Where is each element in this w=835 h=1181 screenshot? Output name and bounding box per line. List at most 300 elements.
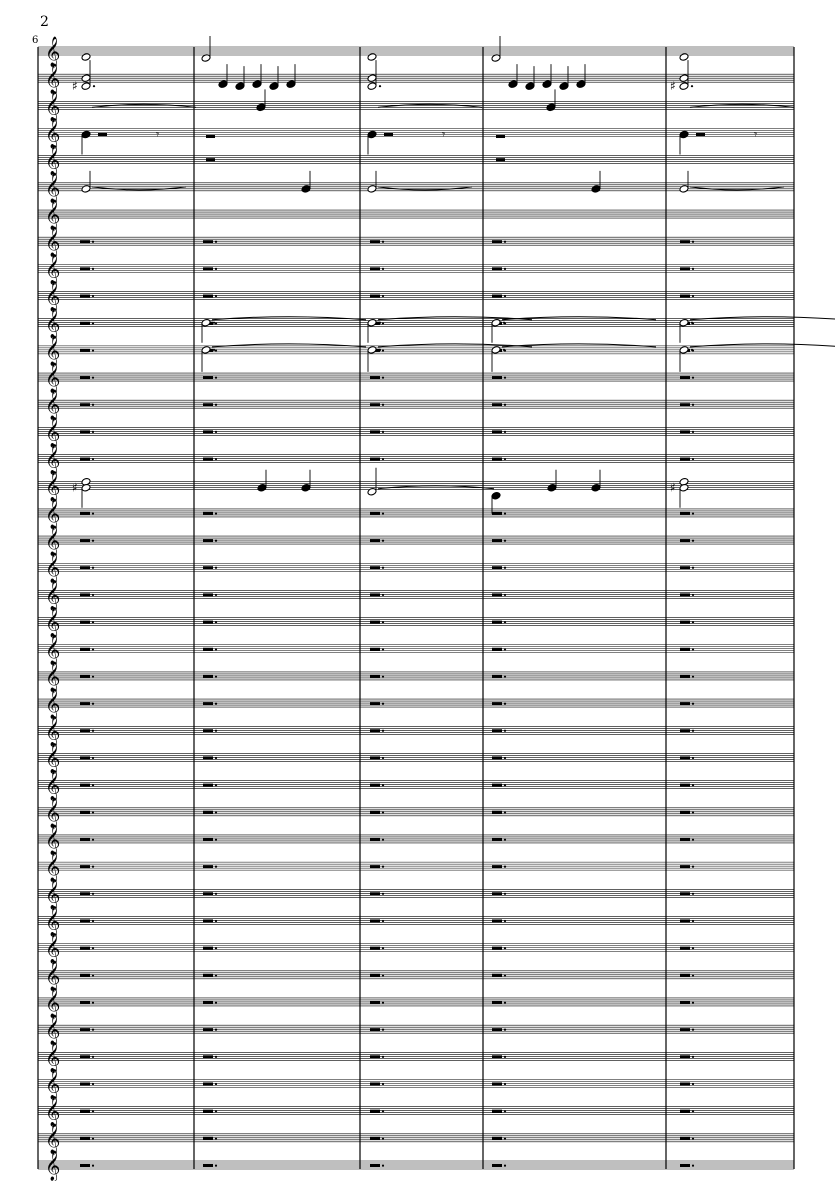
dotted-half-rest bbox=[680, 702, 690, 705]
rest-dot bbox=[692, 621, 694, 623]
dotted-half-rest bbox=[680, 1001, 690, 1004]
dotted-half-rest bbox=[203, 566, 213, 569]
rest-dot bbox=[692, 431, 694, 433]
rest-dot bbox=[215, 431, 217, 433]
treble-clef-icon: 𝄞 bbox=[45, 607, 61, 638]
rest-dot bbox=[92, 811, 94, 813]
treble-clef-icon: 𝄞 bbox=[45, 1151, 61, 1181]
rest-dot bbox=[382, 730, 384, 732]
note-head bbox=[301, 483, 311, 492]
note-head bbox=[591, 185, 601, 194]
dotted-half-rest bbox=[80, 1028, 90, 1031]
note-head bbox=[367, 130, 377, 139]
rest-dot bbox=[692, 1001, 694, 1003]
dotted-half-rest bbox=[680, 1137, 690, 1140]
tie bbox=[212, 344, 366, 347]
note-head bbox=[286, 80, 296, 89]
treble-clef-icon: 𝄞 bbox=[45, 852, 61, 883]
dotted-half-rest bbox=[370, 240, 380, 243]
rest-dot bbox=[504, 404, 506, 406]
dotted-half-rest bbox=[370, 376, 380, 379]
rest-dot bbox=[92, 920, 94, 922]
rest-dot bbox=[382, 539, 384, 541]
dotted-half-rest bbox=[370, 295, 380, 298]
rest-dot bbox=[92, 838, 94, 840]
rest-dot bbox=[92, 621, 94, 623]
rest-dot bbox=[215, 702, 217, 704]
rest-dot bbox=[215, 947, 217, 949]
dotted-half-rest bbox=[80, 322, 90, 325]
tie bbox=[92, 104, 196, 107]
treble-clef-icon: 𝄞 bbox=[45, 64, 61, 95]
rest-dot bbox=[692, 702, 694, 704]
dotted-half-rest bbox=[370, 1028, 380, 1031]
dotted-half-rest bbox=[680, 593, 690, 596]
rest-dot bbox=[92, 1110, 94, 1112]
rest-dot bbox=[92, 322, 94, 324]
rest-dot bbox=[215, 1110, 217, 1112]
rest-dot bbox=[215, 458, 217, 460]
rest-dot bbox=[382, 295, 384, 297]
dotted-half-rest bbox=[203, 1001, 213, 1004]
rest-dot bbox=[504, 539, 506, 541]
dotted-half-rest bbox=[370, 1055, 380, 1058]
dotted-half-rest bbox=[492, 919, 502, 922]
note-head bbox=[679, 82, 689, 91]
sharp-icon: ♯ bbox=[72, 480, 78, 495]
dotted-half-rest bbox=[80, 403, 90, 406]
rest-dot bbox=[92, 893, 94, 895]
dotted-half-rest bbox=[680, 729, 690, 732]
dotted-half-rest bbox=[203, 295, 213, 298]
treble-clef-icon: 𝄞 bbox=[45, 37, 61, 67]
dotted-half-rest bbox=[492, 1110, 502, 1113]
dotted-half-rest bbox=[80, 621, 90, 624]
dotted-half-rest bbox=[203, 729, 213, 732]
eighth-rest-icon: 𝄾 bbox=[754, 127, 758, 142]
note-head bbox=[679, 185, 689, 194]
rest-dot bbox=[382, 1056, 384, 1058]
dotted-half-rest bbox=[370, 458, 380, 461]
note-head bbox=[559, 82, 569, 91]
dotted-half-rest bbox=[80, 267, 90, 270]
rest-dot bbox=[92, 974, 94, 976]
rest-dot bbox=[504, 757, 506, 759]
eighth-rest-icon: 𝄾 bbox=[156, 127, 160, 142]
rest-dot bbox=[215, 1137, 217, 1139]
dotted-half-rest bbox=[370, 838, 380, 841]
tie bbox=[212, 317, 366, 320]
dotted-half-rest bbox=[80, 512, 90, 515]
sharp-icon: ♯ bbox=[670, 480, 676, 495]
dotted-half-rest bbox=[680, 756, 690, 759]
rest-dot bbox=[692, 675, 694, 677]
note-dot bbox=[379, 322, 381, 324]
rest-dot bbox=[382, 702, 384, 704]
dotted-half-rest bbox=[492, 430, 502, 433]
rest-dot bbox=[92, 947, 94, 949]
dotted-half-rest bbox=[370, 1164, 380, 1167]
dotted-half-rest bbox=[492, 648, 502, 651]
half-rest bbox=[206, 135, 215, 138]
dotted-half-rest bbox=[203, 919, 213, 922]
half-rest bbox=[696, 133, 705, 136]
rest-dot bbox=[92, 730, 94, 732]
measure-number: 6 bbox=[32, 35, 39, 46]
dotted-half-rest bbox=[80, 702, 90, 705]
rest-dot bbox=[92, 1137, 94, 1139]
dotted-half-rest bbox=[80, 376, 90, 379]
dotted-half-rest bbox=[370, 811, 380, 814]
rest-dot bbox=[92, 431, 94, 433]
rest-dot bbox=[692, 404, 694, 406]
rest-dot bbox=[92, 1083, 94, 1085]
rest-dot bbox=[215, 512, 217, 514]
rest-dot bbox=[504, 675, 506, 677]
dotted-half-rest bbox=[370, 919, 380, 922]
rest-dot bbox=[692, 1164, 694, 1166]
dotted-half-rest bbox=[203, 267, 213, 270]
rest-dot bbox=[215, 539, 217, 541]
treble-clef-icon: 𝄞 bbox=[45, 363, 61, 394]
dotted-half-rest bbox=[80, 593, 90, 596]
rest-dot bbox=[504, 947, 506, 949]
tie bbox=[690, 317, 835, 320]
dotted-half-rest bbox=[680, 1082, 690, 1085]
treble-clef-icon: 𝄞 bbox=[45, 172, 61, 203]
note-head bbox=[542, 80, 552, 89]
rest-dot bbox=[92, 1056, 94, 1058]
half-rest bbox=[496, 135, 505, 138]
note-head bbox=[547, 483, 557, 492]
rest-dot bbox=[215, 268, 217, 270]
dotted-half-rest bbox=[203, 648, 213, 651]
dotted-half-rest bbox=[492, 702, 502, 705]
dotted-half-rest bbox=[492, 947, 502, 950]
dotted-half-rest bbox=[370, 566, 380, 569]
rest-dot bbox=[92, 295, 94, 297]
rest-dot bbox=[692, 295, 694, 297]
treble-clef-icon: 𝄞 bbox=[45, 200, 61, 231]
note-head bbox=[81, 74, 91, 83]
dotted-half-rest bbox=[203, 675, 213, 678]
rest-dot bbox=[692, 512, 694, 514]
rest-dot bbox=[504, 458, 506, 460]
note-head bbox=[679, 130, 689, 139]
note-head bbox=[269, 82, 279, 91]
rest-dot bbox=[692, 241, 694, 243]
dotted-half-rest bbox=[680, 267, 690, 270]
note-head bbox=[235, 82, 245, 91]
rest-dot bbox=[504, 648, 506, 650]
dotted-half-rest bbox=[370, 947, 380, 950]
rest-dot bbox=[382, 1083, 384, 1085]
dotted-half-rest bbox=[492, 1137, 502, 1140]
dotted-half-rest bbox=[203, 1137, 213, 1140]
note-head bbox=[367, 185, 377, 194]
treble-clef-icon: 𝄞 bbox=[45, 770, 61, 801]
dotted-half-rest bbox=[680, 295, 690, 298]
rest-dot bbox=[692, 893, 694, 895]
rest-dot bbox=[215, 757, 217, 759]
dotted-half-rest bbox=[492, 784, 502, 787]
rest-dot bbox=[692, 648, 694, 650]
rest-dot bbox=[215, 730, 217, 732]
rest-dot bbox=[692, 539, 694, 541]
rest-dot bbox=[215, 974, 217, 976]
rest-dot bbox=[215, 621, 217, 623]
rest-dot bbox=[382, 349, 384, 351]
dotted-half-rest bbox=[680, 1110, 690, 1113]
dotted-half-rest bbox=[80, 811, 90, 814]
dotted-half-rest bbox=[203, 811, 213, 814]
half-rest bbox=[496, 158, 505, 161]
dotted-half-rest bbox=[492, 295, 502, 298]
dotted-half-rest bbox=[80, 1001, 90, 1004]
note-head bbox=[491, 491, 501, 500]
treble-clef-icon: 𝄞 bbox=[45, 281, 61, 312]
dotted-half-rest bbox=[492, 593, 502, 596]
dotted-half-rest bbox=[680, 1055, 690, 1058]
dotted-half-rest bbox=[80, 892, 90, 895]
rest-dot bbox=[215, 1164, 217, 1166]
dotted-half-rest bbox=[370, 430, 380, 433]
dotted-half-rest bbox=[492, 1055, 502, 1058]
note-head bbox=[525, 82, 535, 91]
rest-dot bbox=[92, 702, 94, 704]
rest-dot bbox=[92, 458, 94, 460]
rest-dot bbox=[504, 702, 506, 704]
dotted-half-rest bbox=[370, 1137, 380, 1140]
dotted-half-rest bbox=[370, 865, 380, 868]
dotted-half-rest bbox=[80, 1164, 90, 1167]
dotted-half-rest bbox=[80, 349, 90, 352]
note-head bbox=[508, 80, 518, 89]
rest-dot bbox=[692, 1110, 694, 1112]
dotted-half-rest bbox=[370, 702, 380, 705]
dotted-half-rest bbox=[680, 865, 690, 868]
rest-dot bbox=[504, 974, 506, 976]
rest-dot bbox=[382, 567, 384, 569]
rest-dot bbox=[504, 1164, 506, 1166]
dotted-half-rest bbox=[492, 892, 502, 895]
treble-clef-icon: 𝄞 bbox=[45, 118, 61, 149]
rest-dot bbox=[504, 376, 506, 378]
half-rest bbox=[98, 133, 107, 136]
rest-dot bbox=[382, 404, 384, 406]
rest-dot bbox=[504, 920, 506, 922]
rest-dot bbox=[382, 675, 384, 677]
dotted-half-rest bbox=[492, 811, 502, 814]
treble-clef-icon: 𝄞 bbox=[45, 227, 61, 258]
treble-clef-icon: 𝄞 bbox=[45, 987, 61, 1018]
note-head bbox=[301, 185, 311, 194]
dotted-half-rest bbox=[80, 947, 90, 950]
dotted-half-rest bbox=[370, 512, 380, 515]
rest-dot bbox=[215, 920, 217, 922]
dotted-half-rest bbox=[80, 865, 90, 868]
dotted-half-rest bbox=[492, 240, 502, 243]
rest-dot bbox=[504, 1001, 506, 1003]
treble-clef-icon: 𝄞 bbox=[45, 1069, 61, 1100]
dotted-half-rest bbox=[203, 512, 213, 515]
dotted-half-rest bbox=[492, 512, 502, 515]
dotted-half-rest bbox=[203, 784, 213, 787]
dotted-half-rest bbox=[680, 919, 690, 922]
tie bbox=[690, 187, 784, 190]
treble-clef-icon: 𝄞 bbox=[45, 1042, 61, 1073]
treble-clef-icon: 𝄞 bbox=[45, 743, 61, 774]
note-dot bbox=[691, 85, 693, 87]
note-head bbox=[81, 53, 91, 62]
rest-dot bbox=[92, 268, 94, 270]
note-head bbox=[201, 318, 211, 327]
dotted-half-rest bbox=[492, 267, 502, 270]
rest-dot bbox=[92, 757, 94, 759]
dotted-half-rest bbox=[680, 566, 690, 569]
dotted-half-rest bbox=[370, 648, 380, 651]
dotted-half-rest bbox=[680, 675, 690, 678]
page-number: 2 bbox=[40, 14, 49, 30]
note-head bbox=[546, 103, 556, 112]
rest-dot bbox=[215, 675, 217, 677]
treble-clef-icon: 𝄞 bbox=[45, 553, 61, 584]
dotted-half-rest bbox=[203, 756, 213, 759]
rest-dot bbox=[692, 268, 694, 270]
tie bbox=[92, 187, 186, 190]
treble-clef-icon: 𝄞 bbox=[45, 498, 61, 529]
dotted-half-rest bbox=[370, 403, 380, 406]
rest-dot bbox=[692, 594, 694, 596]
treble-clef-icon: 𝄞 bbox=[45, 716, 61, 747]
dotted-half-rest bbox=[680, 974, 690, 977]
rest-dot bbox=[504, 1029, 506, 1031]
note-head bbox=[81, 82, 91, 91]
rest-dot bbox=[504, 1137, 506, 1139]
eighth-rest-icon: 𝄾 bbox=[442, 127, 446, 142]
rest-dot bbox=[692, 567, 694, 569]
dotted-half-rest bbox=[370, 892, 380, 895]
dotted-half-rest bbox=[203, 593, 213, 596]
dotted-half-rest bbox=[680, 648, 690, 651]
treble-clef-icon: 𝄞 bbox=[45, 661, 61, 692]
treble-clef-icon: 𝄞 bbox=[45, 580, 61, 611]
dotted-half-rest bbox=[203, 1110, 213, 1113]
rest-dot bbox=[382, 838, 384, 840]
note-head bbox=[81, 130, 91, 139]
rest-dot bbox=[382, 1164, 384, 1166]
dotted-half-rest bbox=[80, 1082, 90, 1085]
treble-clef-icon: 𝄞 bbox=[45, 91, 61, 122]
rest-dot bbox=[215, 567, 217, 569]
rest-dot bbox=[504, 730, 506, 732]
rest-dot bbox=[215, 295, 217, 297]
dotted-half-rest bbox=[80, 919, 90, 922]
tie bbox=[378, 104, 482, 107]
rest-dot bbox=[215, 811, 217, 813]
treble-clef-icon: 𝄞 bbox=[45, 1123, 61, 1154]
treble-clef-icon: 𝄞 bbox=[45, 797, 61, 828]
dotted-half-rest bbox=[370, 1082, 380, 1085]
dotted-half-rest bbox=[370, 974, 380, 977]
rest-dot bbox=[215, 404, 217, 406]
rest-dot bbox=[92, 648, 94, 650]
dotted-half-rest bbox=[203, 838, 213, 841]
dotted-half-rest bbox=[492, 1164, 502, 1167]
dotted-half-rest bbox=[370, 675, 380, 678]
dotted-half-rest bbox=[680, 430, 690, 433]
rest-dot bbox=[382, 458, 384, 460]
note-head bbox=[218, 80, 228, 89]
rest-dot bbox=[382, 1110, 384, 1112]
dotted-half-rest bbox=[203, 974, 213, 977]
rest-dot bbox=[92, 539, 94, 541]
dotted-half-rest bbox=[203, 430, 213, 433]
note-dot bbox=[213, 349, 215, 351]
dotted-half-rest bbox=[492, 376, 502, 379]
rest-dot bbox=[504, 295, 506, 297]
rest-dot bbox=[92, 404, 94, 406]
rest-dot bbox=[692, 376, 694, 378]
dotted-half-rest bbox=[370, 756, 380, 759]
rest-dot bbox=[92, 567, 94, 569]
note-head bbox=[367, 82, 377, 91]
dotted-half-rest bbox=[492, 539, 502, 542]
rest-dot bbox=[215, 893, 217, 895]
note-dot bbox=[691, 322, 693, 324]
rest-dot bbox=[504, 594, 506, 596]
dotted-half-rest bbox=[203, 539, 213, 542]
rest-dot bbox=[504, 1056, 506, 1058]
sharp-icon: ♯ bbox=[670, 79, 676, 94]
dotted-half-rest bbox=[203, 1055, 213, 1058]
sharp-icon: ♯ bbox=[72, 79, 78, 94]
rest-dot bbox=[382, 648, 384, 650]
dotted-half-rest bbox=[80, 784, 90, 787]
rest-dot bbox=[215, 376, 217, 378]
rest-dot bbox=[692, 974, 694, 976]
rest-dot bbox=[692, 920, 694, 922]
dotted-half-rest bbox=[80, 756, 90, 759]
rest-dot bbox=[692, 947, 694, 949]
dotted-half-rest bbox=[370, 539, 380, 542]
rest-dot bbox=[504, 621, 506, 623]
rest-dot bbox=[92, 866, 94, 868]
note-dot bbox=[213, 322, 215, 324]
treble-clef-icon: 𝄞 bbox=[45, 390, 61, 421]
dotted-half-rest bbox=[80, 539, 90, 542]
dotted-half-rest bbox=[680, 1028, 690, 1031]
dotted-half-rest bbox=[492, 566, 502, 569]
note-dot bbox=[503, 322, 505, 324]
treble-clef-icon: 𝄞 bbox=[45, 634, 61, 665]
dotted-half-rest bbox=[80, 566, 90, 569]
tie bbox=[690, 104, 794, 107]
dotted-half-rest bbox=[80, 430, 90, 433]
note-dot bbox=[691, 349, 693, 351]
half-rest bbox=[384, 133, 393, 136]
rest-dot bbox=[92, 784, 94, 786]
dotted-half-rest bbox=[80, 675, 90, 678]
treble-clef-icon: 𝄞 bbox=[45, 1015, 61, 1046]
note-dot bbox=[379, 85, 381, 87]
note-dot bbox=[503, 349, 505, 351]
note-head bbox=[252, 80, 262, 89]
rest-dot bbox=[504, 241, 506, 243]
rest-dot bbox=[382, 322, 384, 324]
dotted-half-rest bbox=[370, 621, 380, 624]
dotted-half-rest bbox=[492, 756, 502, 759]
